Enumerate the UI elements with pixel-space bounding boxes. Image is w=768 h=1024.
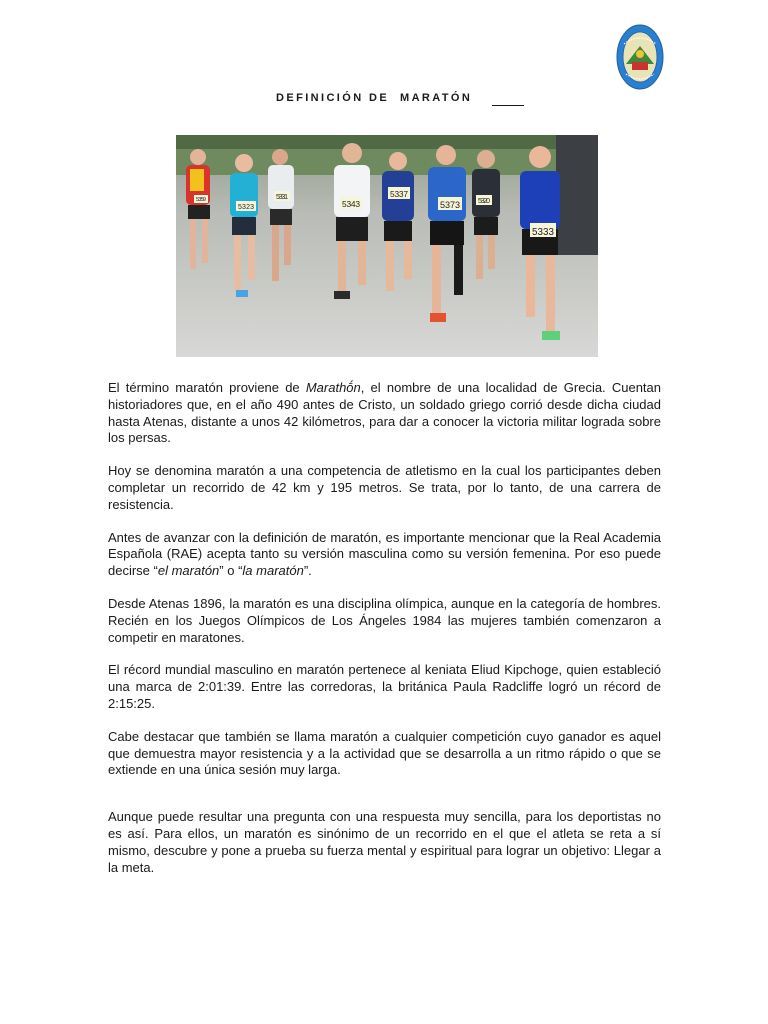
runners-illustration xyxy=(176,135,598,357)
bib-number: 5337 xyxy=(390,189,408,199)
bib-number: 5343 xyxy=(342,199,360,209)
title-underline xyxy=(492,105,524,106)
paragraph-conclusion: Aunque puede resultar una pregunta con una respuesta muy sencilla, para los deportistas no es así. Para ellos, un maratón es sinónimo de un recorrido en el que el atleta se reta a sí mismo, descubre y pone a prueba su fuerza mental y espiritual para lograr un objetivo: Llegar a la meta. xyxy=(108,809,661,875)
emphasis-text: la maratón xyxy=(242,563,304,579)
institutional-seal-logo xyxy=(616,24,664,90)
bib-number: 5359 xyxy=(196,197,206,203)
bib-number: 5331 xyxy=(276,194,288,201)
bib-number: 5320 xyxy=(478,198,490,205)
marathon-runners-photo xyxy=(176,135,598,357)
paragraph-text: ”. xyxy=(303,563,312,579)
emphasis-text: el maratón xyxy=(157,563,220,579)
article-body xyxy=(108,380,661,892)
paragraph-records: El récord mundial masculino en maratón pertenece al keniata Eliud Kipchoge, quien estableció una marca de 2:01:39. Entre las corredoras, la británica Paula Radcliffe logró un récord de 2:15:25. xyxy=(108,662,661,711)
paragraph-origin xyxy=(108,380,661,447)
paragraph-text: Antes de avanzar con la definición de maratón, es importante mencionar que la Real Academia Española (RAE) acepta tanto su versión masculina como su versión femenina. Por eso puede decirse “ xyxy=(108,529,661,579)
paragraph-olympics: Desde Atenas 1896, la maratón es una disciplina olímpica, aunque en la categoría de hombres. Recién en los Juegos Olímpicos de Los Ángeles 1984 las mujeres también comenzaron a competir en maratones. xyxy=(108,595,661,645)
page-title: DEFINICIÓN DE MARATÓN xyxy=(276,92,473,104)
emphasis-text: Marathṓn xyxy=(305,380,361,395)
bib-number: 5373 xyxy=(440,200,460,210)
paragraph-text: , el nombre de una localidad de Grecia. Cuentan historiadores que, en el año 490 antes de Cristo, un soldado griego corrió desde dicha ciudad hasta Atenas, distante a unos 42 kilómetros, para dar a conocer la victoria militar lograda sobre los persas. xyxy=(108,380,662,446)
paragraph-rae xyxy=(108,530,661,580)
bib-number: 5323 xyxy=(238,204,254,211)
paragraph-text: ” o “ xyxy=(219,563,243,579)
paragraph-definition: Hoy se denomina maratón a una competencia de atletismo en la cual los participantes deben completar un recorrido de 42 km y 195 metros. Se trata, por lo tanto, de una carrera de resistencia. xyxy=(108,463,661,512)
paragraph-text: El término maratón proviene de xyxy=(108,380,306,395)
paragraph-other-meaning: Cabe destacar que también se llama maratón a cualquier competición cuyo ganador es aquel que demuestra mayor resistencia y a la actividad que se desarrolla a un ritmo rápido o que se extiende en una única sesión muy larga. xyxy=(108,728,661,778)
bib-number: 5333 xyxy=(532,227,554,238)
